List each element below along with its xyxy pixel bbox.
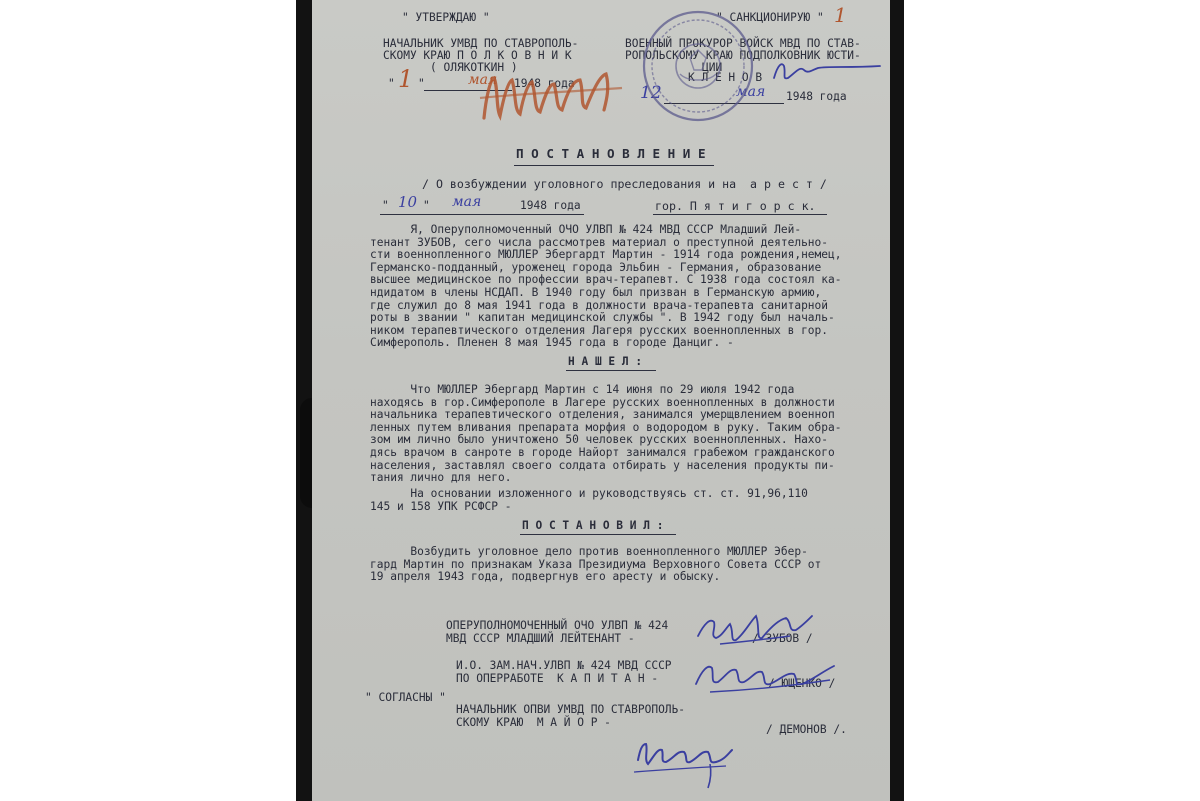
resolved-line: 19 апреля 1943 года, подвергнув его аресту и обыску. bbox=[370, 570, 721, 584]
found-line: зом им лично было уничтожено 50 человек русских военнопленных. Нахо- bbox=[370, 433, 829, 447]
date-month: мая bbox=[452, 194, 482, 210]
intro-line: где служил до 8 мая 1941 года в должности врача-терапевта санитарной bbox=[370, 298, 829, 312]
date-day: 10 bbox=[398, 193, 418, 211]
approve-left-date-underline bbox=[424, 90, 512, 91]
place-underline bbox=[653, 214, 827, 215]
intro-line: ником терапевтического отделения Лагеря русских военнопленных в гор. bbox=[370, 323, 829, 337]
found-line: Что МЮЛЛЕР Эбергард Мартин с 14 июня по 29 июля 1942 года bbox=[370, 383, 795, 396]
document-title: П О С Т А Н О В Л Е Н И Е bbox=[516, 146, 706, 161]
found-line: начальника терапевтического отделения, занимался умерщвлением военноп bbox=[370, 408, 835, 422]
found-line: тания лично для него. bbox=[370, 471, 512, 485]
approve-right-date-day: 12 bbox=[640, 83, 662, 103]
sign2-name: / ЮЩЕНКО / bbox=[768, 677, 836, 690]
agreed-label: " СОГЛАСНЫ " bbox=[365, 691, 446, 704]
approve-left-heading: " УТВЕРЖДАЮ " bbox=[402, 11, 490, 24]
sign1-line1: ОПЕРУПОЛНОМОЧЕННЫЙ ОЧО УЛВП № 424 bbox=[446, 619, 669, 632]
found-line: 145 и 158 УПК РСФСР - bbox=[370, 499, 512, 513]
approve-right-line4: К Л Е Н О В bbox=[688, 71, 763, 84]
found-line: населения, заставлял своего солдата отбирать у населения продукты пи- bbox=[370, 458, 835, 472]
page-number: 1 bbox=[834, 3, 847, 27]
date-underline bbox=[380, 214, 584, 215]
intro-line: Германско-подданный, уроженец города Эльбин - Германия, образование bbox=[370, 260, 822, 274]
approve-right-heading: " САНКЦИОНИРУЮ " bbox=[716, 11, 824, 24]
approve-right-line3: ЦИИ bbox=[702, 61, 723, 74]
intro-line: ндидатом в члены НСДАП. В 1940 году был призван в Германскую армию, bbox=[370, 286, 822, 299]
found-line: находясь в гор.Симферополе в Лагере русских военнопленных в должности bbox=[370, 395, 835, 409]
sign1-line2: МВД СССР МЛАДШИЙ ЛЕЙТЕНАНТ - bbox=[446, 631, 635, 645]
approve-left-date-day: 1 bbox=[398, 65, 414, 93]
place: гор. П я т и г о р с к. bbox=[655, 199, 816, 213]
intro-line: Симферополь. Пленен 8 мая 1945 года в городе Данциг. - bbox=[370, 336, 734, 350]
approve-left-date-year: 1948 года bbox=[514, 77, 575, 90]
resolved-line: гард Мартин по признакам Указа Президиума Верховного Совета СССР от bbox=[370, 557, 822, 571]
found-line: На основании изложенного и руководствуясь ст. ст. 91,96,110 bbox=[370, 487, 808, 500]
intro-line: высшее медицинское по профессии врач-терапевт. С 1938 года состоял ка- bbox=[370, 273, 842, 287]
intro-line: Я, Оперуполномоченный ОЧО УЛВП № 424 МВД СССР Младший Лей- bbox=[370, 223, 802, 236]
intro-line: роты в звании " капитан медицинской службы ". В 1942 году был началь- bbox=[370, 311, 835, 325]
resolved-line: Возбудить уголовное дело против военнопленного МЮЛЛЕР Эбер- bbox=[370, 545, 808, 558]
found-line: дясь врачом в санроте в городе Найорт занимался грабежом гражданского bbox=[370, 446, 835, 459]
found-heading: Н А Ш Е Л : bbox=[568, 355, 643, 368]
sign2-line2: ПО ОПЕРРАБОТЕ К А П И Т А Н - bbox=[456, 671, 659, 685]
intro-line: тенант ЗУБОВ, сего числа рассмотрев материал о преступной деятельно- bbox=[370, 235, 829, 249]
date-open-quote: " bbox=[382, 199, 389, 212]
official-stamp bbox=[640, 8, 756, 124]
approve-right-line2: РОПОЛЬСКОМУ КРАЮ ПОДПОЛКОВНИК ЮСТИ- bbox=[625, 49, 861, 62]
sign2-line1: И.О. ЗАМ.НАЧ.УЛВП № 424 МВД СССР bbox=[456, 659, 672, 672]
approve-left-line1: НАЧАЛЬНИК УМВД ПО СТАВРОПОЛЬ- bbox=[383, 37, 579, 50]
approve-left-line2: СКОМУ КРАЮ П О Л К О В Н И К bbox=[383, 49, 572, 62]
agreed-line1: НАЧАЛЬНИК ОПВИ УМВД ПО СТАВРОПОЛЬ- bbox=[456, 703, 686, 716]
found-line: ленных путем вливания препарата морфия о водородом в руку. Таким обра- bbox=[370, 420, 842, 434]
agreed-name: / ДЕМОНОВ /. bbox=[766, 723, 847, 736]
resolved-underline bbox=[520, 534, 676, 535]
intro-line: сти военнопленного МЮЛЛЕР Эбергардт Мартин - 1914 года рождения,немец, bbox=[370, 248, 842, 262]
approve-right-date-year: 1948 года bbox=[786, 90, 847, 103]
date-year: 1948 года bbox=[520, 199, 581, 212]
approve-left-date-quote-2: " bbox=[418, 77, 425, 90]
agreed-line2: СКОМУ КРАЮ М А Й О Р - bbox=[456, 715, 611, 729]
found-underline bbox=[566, 370, 656, 371]
approve-left-date-quote: " bbox=[388, 77, 395, 90]
date-close-quote: " bbox=[423, 199, 430, 212]
approve-left-line3: ( ОЛЯКОТКИН ) bbox=[430, 61, 518, 74]
approve-right-line1: ВОЕННЫЙ ПРОКУРОР ВОЙСК МВД ПО СТАВ- bbox=[625, 37, 861, 50]
document-subtitle: / О возбуждении уголовного преследования и на а р е с т / bbox=[422, 177, 827, 191]
resolved-heading: П О С Т А Н О В И Л : bbox=[522, 519, 664, 532]
approve-left-date-month: мая bbox=[468, 72, 498, 88]
title-underline bbox=[514, 165, 714, 166]
sign1-name: / ЗУБОВ / bbox=[752, 631, 813, 645]
approve-right-date-month: мая bbox=[736, 84, 766, 100]
